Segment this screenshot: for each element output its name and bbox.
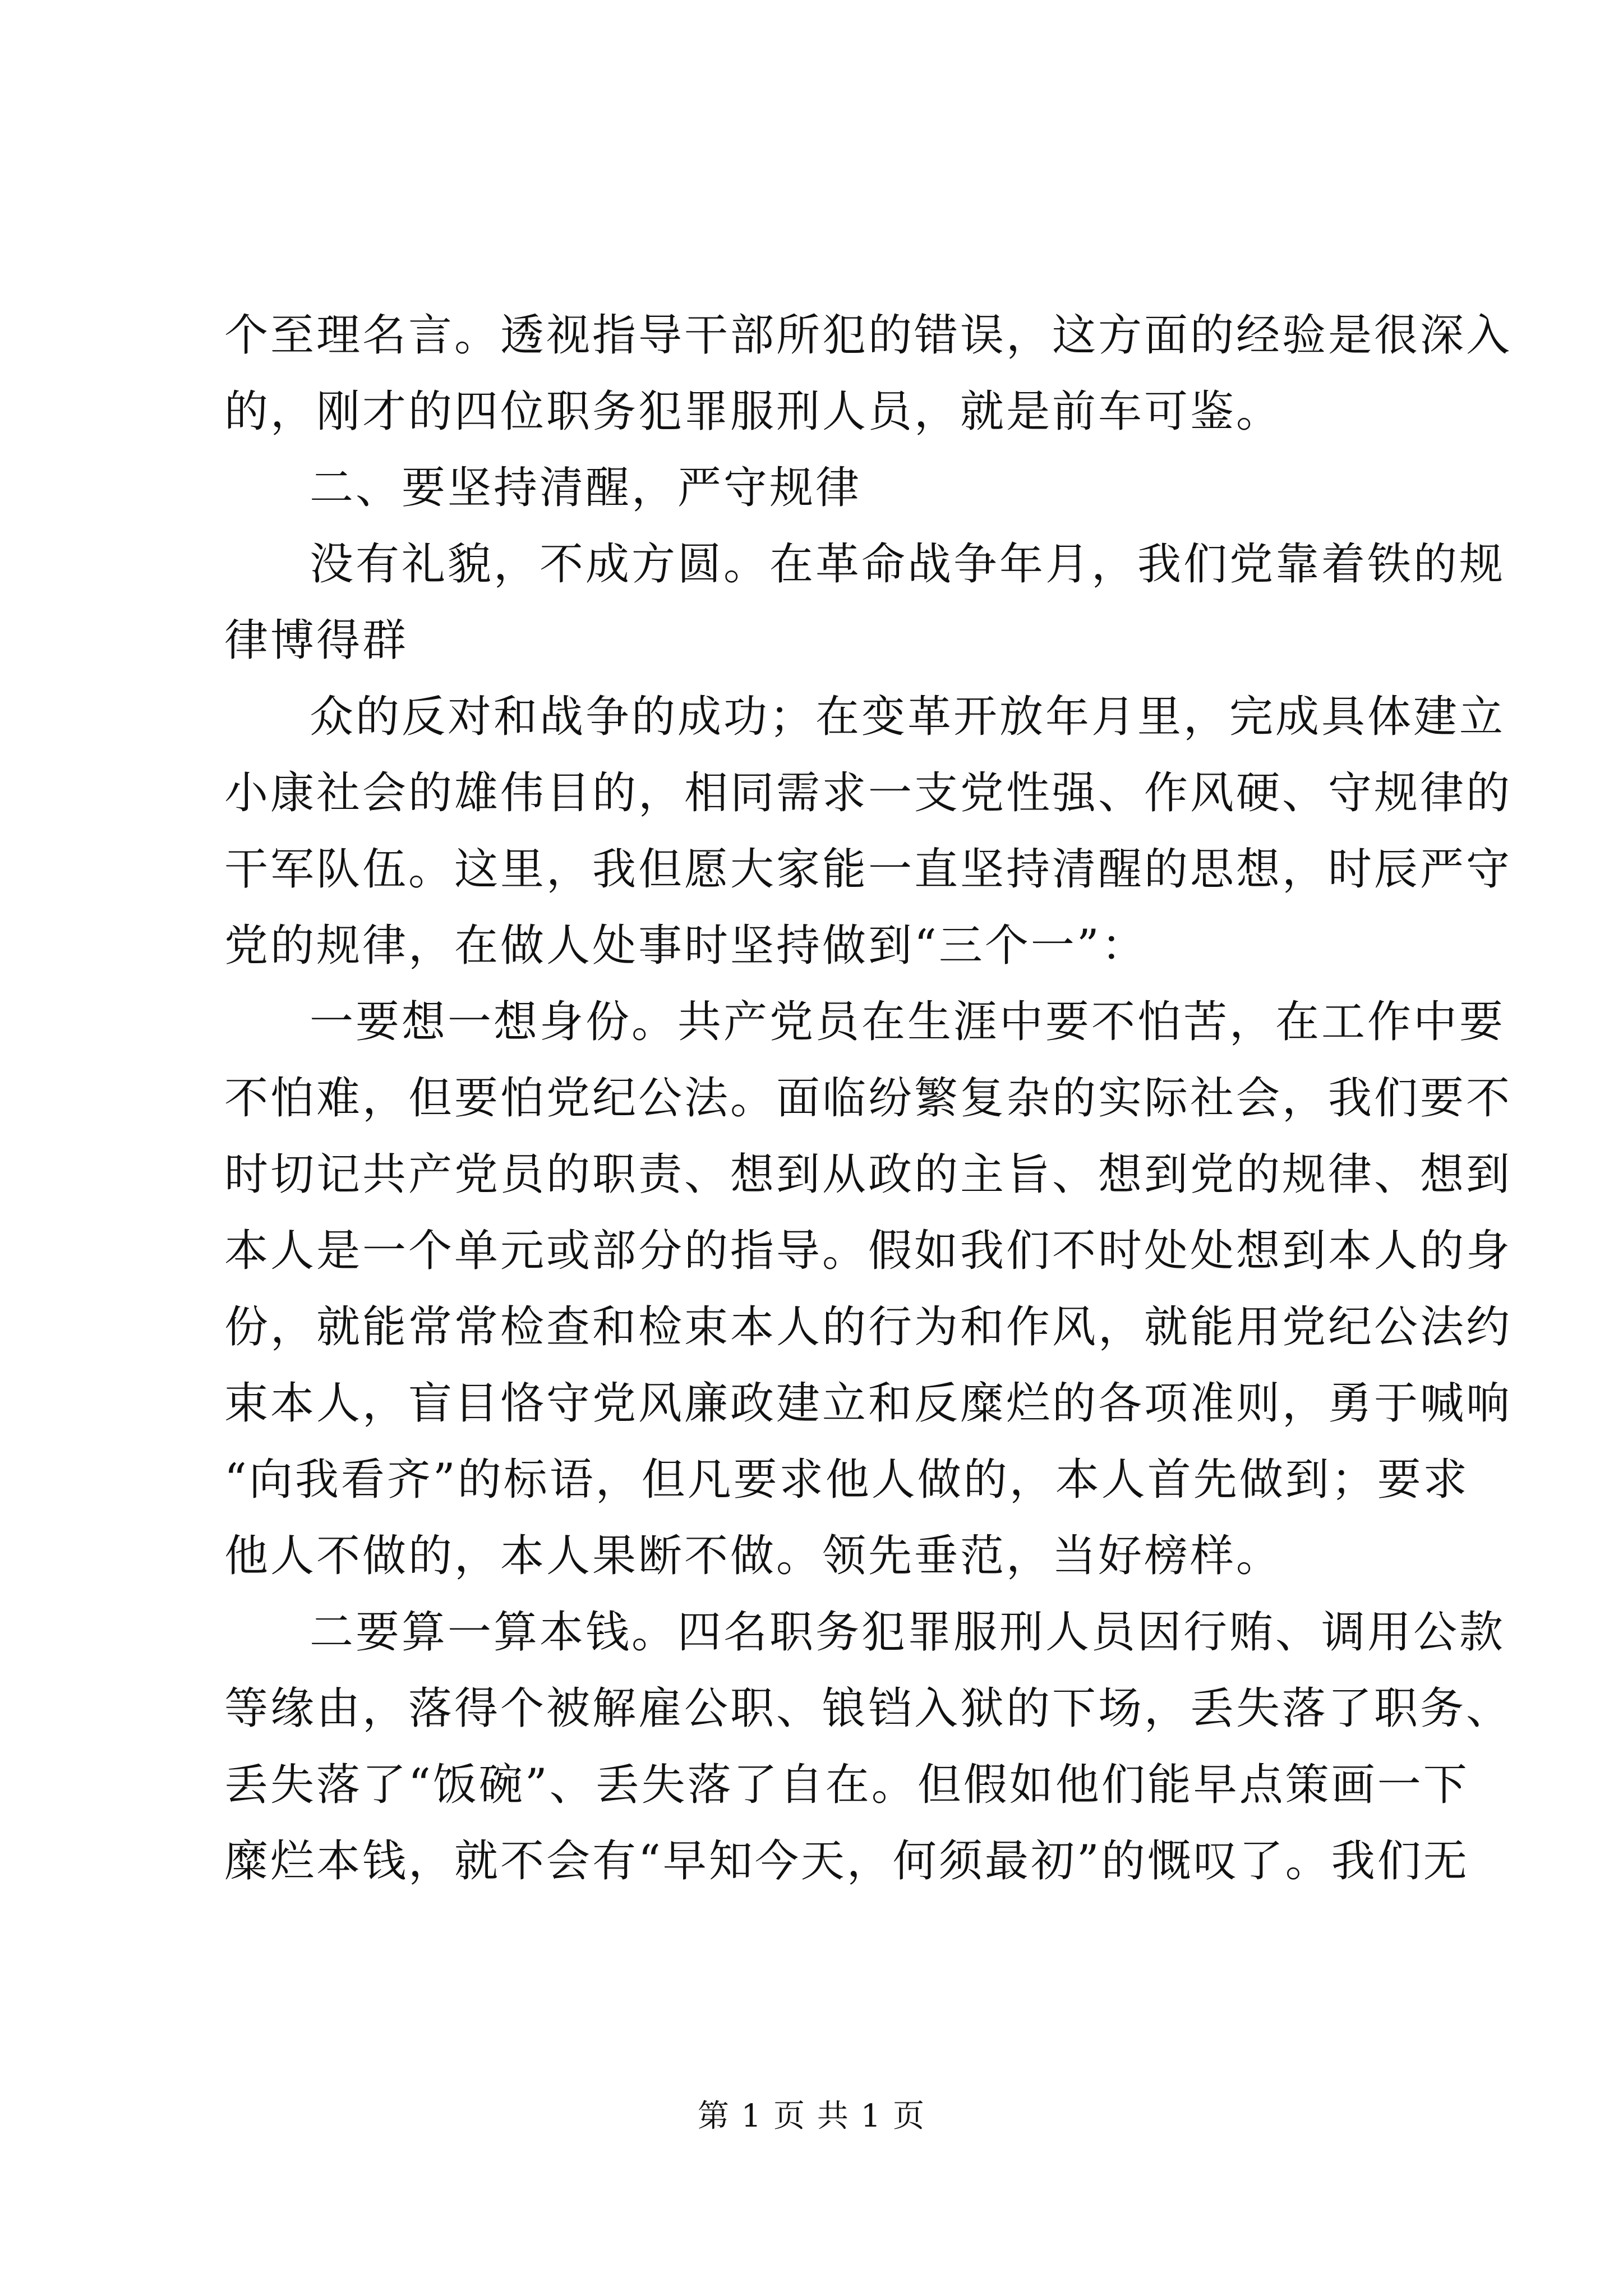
text-line: 小康社会的雄伟目的，相同需求一支党性强、作风硬、守规律的 bbox=[224, 768, 1513, 818]
text-line: 的，刚才的四位职务犯罪服刑人员，就是前车可鉴。 bbox=[224, 386, 1283, 437]
text-line: 糜烂本钱，就不会有“早知今天，何须最初”的慨叹了。我们无 bbox=[224, 1836, 1469, 1887]
text-line: 律博得群 bbox=[224, 615, 409, 666]
text-line: 份，就能常常检查和检束本人的行为和作风，就能用党纪公法约 bbox=[224, 1302, 1513, 1352]
text-line: 不怕难，但要怕党纪公法。面临纷繁复杂的实际社会，我们要不 bbox=[224, 1073, 1513, 1124]
text-line: 没有礼貌，不成方圆。在革命战争年月，我们党靠着铁的规 bbox=[310, 539, 1506, 590]
text-line: 等缘由，落得个被解雇公职、锒铛入狱的下场，丢失落了职务、 bbox=[224, 1683, 1513, 1734]
text-line: 党的规律，在做人处事时坚持做到“三个一”： bbox=[224, 921, 1147, 971]
section-heading: 二、要坚持清醒，严守规律 bbox=[310, 463, 862, 513]
text-line: 他人不做的，本人果断不做。领先垂范，当好榜样。 bbox=[224, 1531, 1283, 1581]
text-line: 本人是一个单元或部分的指导。假如我们不时处处想到本人的身 bbox=[224, 1226, 1513, 1276]
text-line: 丢失落了“饭碗”、丢失落了自在。但假如他们能早点策画一下 bbox=[224, 1760, 1469, 1810]
document-body bbox=[224, 297, 1513, 1899]
text-line: 干军队伍。这里，我但愿大家能一直坚持清醒的思想，时辰严守 bbox=[224, 844, 1513, 895]
page-footer: 第 1 页 共 1 页 bbox=[697, 2098, 926, 2134]
text-line: 二要算一算本钱。四名职务犯罪服刑人员因行贿、调用公款 bbox=[310, 1607, 1506, 1658]
text-line: “向我看齐”的标语，但凡要求他人做的，本人首先做到；要求 bbox=[224, 1455, 1469, 1505]
text-line: 一要想一想身份。共产党员在生涯中要不怕苦，在工作中要 bbox=[310, 997, 1506, 1047]
text-line: 个至理名言。透视指导干部所犯的错误，这方面的经验是很深入 bbox=[224, 310, 1513, 361]
text-line: 束本人，盲目恪守党风廉政建立和反糜烂的各项准则，勇于喊响 bbox=[224, 1378, 1513, 1429]
text-line: 众的反对和战争的成功；在变革开放年月里，完成具体建立 bbox=[310, 692, 1506, 742]
text-line: 时切记共产党员的职责、想到从政的主旨、想到党的规律、想到 bbox=[224, 1149, 1513, 1200]
